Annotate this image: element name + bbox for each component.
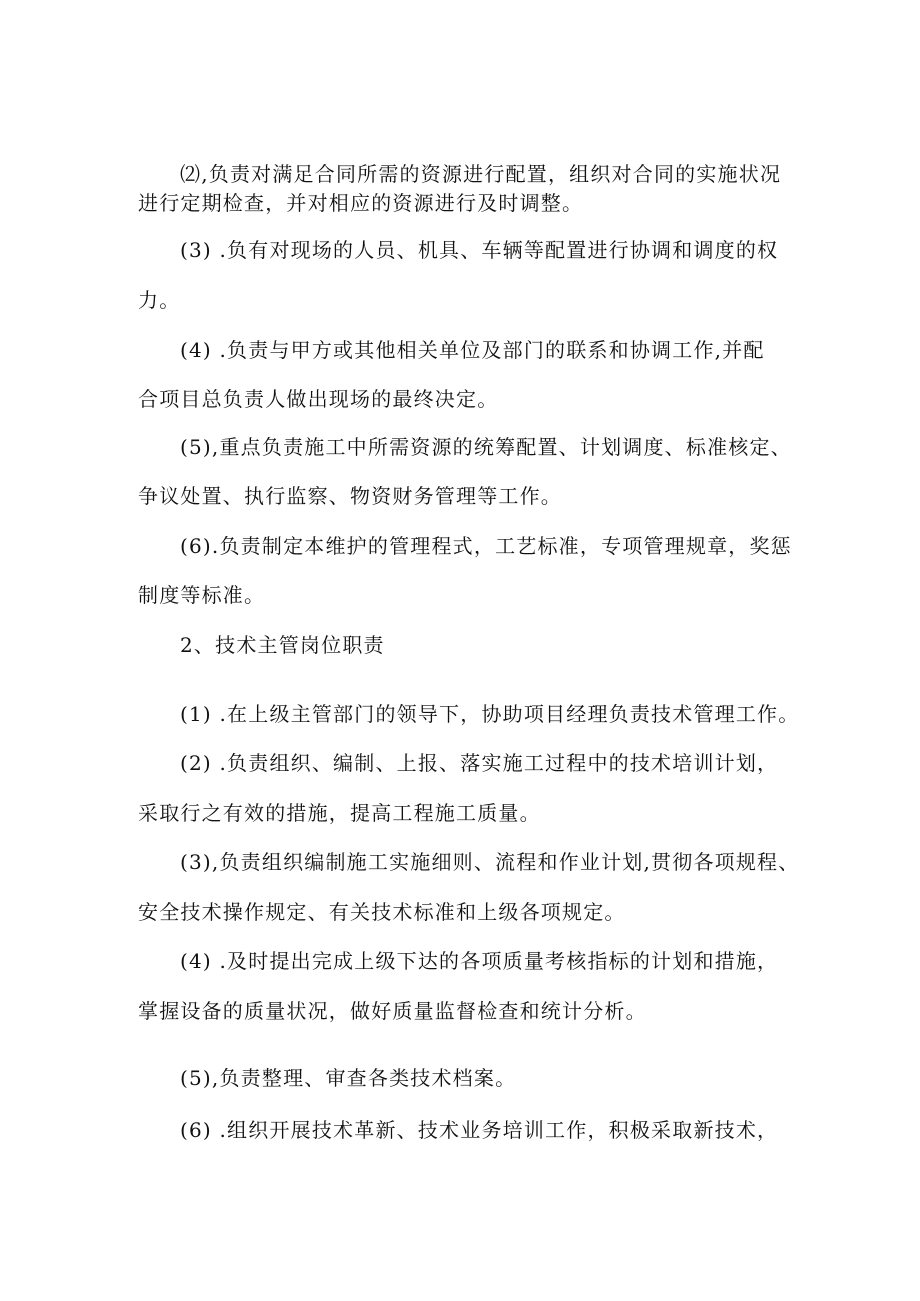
- paragraph-line: 安全技术操作规定、有关技术标准和上级各项规定。: [138, 900, 626, 924]
- paragraph-line: (3),负责组织编制施工实施细则、流程和作业计划,贯彻各项规程、: [180, 850, 800, 874]
- section-heading: 2、技术主管岗位职责: [180, 633, 385, 657]
- paragraph-line: (4) .负责与甲方或其他相关单位及部门的联系和协调工作,并配: [180, 338, 765, 362]
- paragraph-line: 进行定期检查，并对相应的资源进行及时调整。: [138, 191, 584, 215]
- paragraph-line: 力。: [138, 288, 181, 312]
- paragraph-line: 合项目总负责人做出现场的最终决定。: [138, 387, 499, 411]
- paragraph-line: 采取行之有效的措施，提高工程施工质量。: [138, 801, 541, 825]
- paragraph-line: 争议处置、执行监察、物资财务管理等工作。: [138, 484, 562, 508]
- paragraph-line: (3) .负有对现场的人员、机具、车辆等配置进行协调和调度的权: [180, 238, 779, 262]
- paragraph-line: 制度等标准。: [138, 583, 266, 607]
- paragraph-line: (1) .在上级主管部门的领导下，协助项目经理负责技术管理工作。: [180, 702, 800, 726]
- paragraph-line: ⑵,负责对满足合同所需的资源进行配置，组织对合同的实施状况: [180, 162, 782, 186]
- paragraph-line: (6).负责制定本维护的管理程式，工艺标准，专项管理规章，奖惩: [180, 534, 792, 558]
- paragraph-line: (6) .组织开展技术革新、技术业务培训工作，积极采取新技术，: [180, 1118, 779, 1142]
- paragraph-line: (4) .及时提出完成上级下达的各项质量考核指标的计划和措施，: [180, 949, 779, 973]
- paragraph-line: (2) .负责组织、编制、上报、落实施工过程中的技术培训计划，: [180, 751, 779, 775]
- paragraph-line: (5),重点负责施工中所需资源的统筹配置、计划调度、标准核定、: [180, 435, 792, 459]
- paragraph-line: (5),负责整理、审查各类技术档案。: [180, 1066, 517, 1090]
- paragraph-line: 掌握设备的质量状况，做好质量监督检查和统计分析。: [138, 999, 647, 1023]
